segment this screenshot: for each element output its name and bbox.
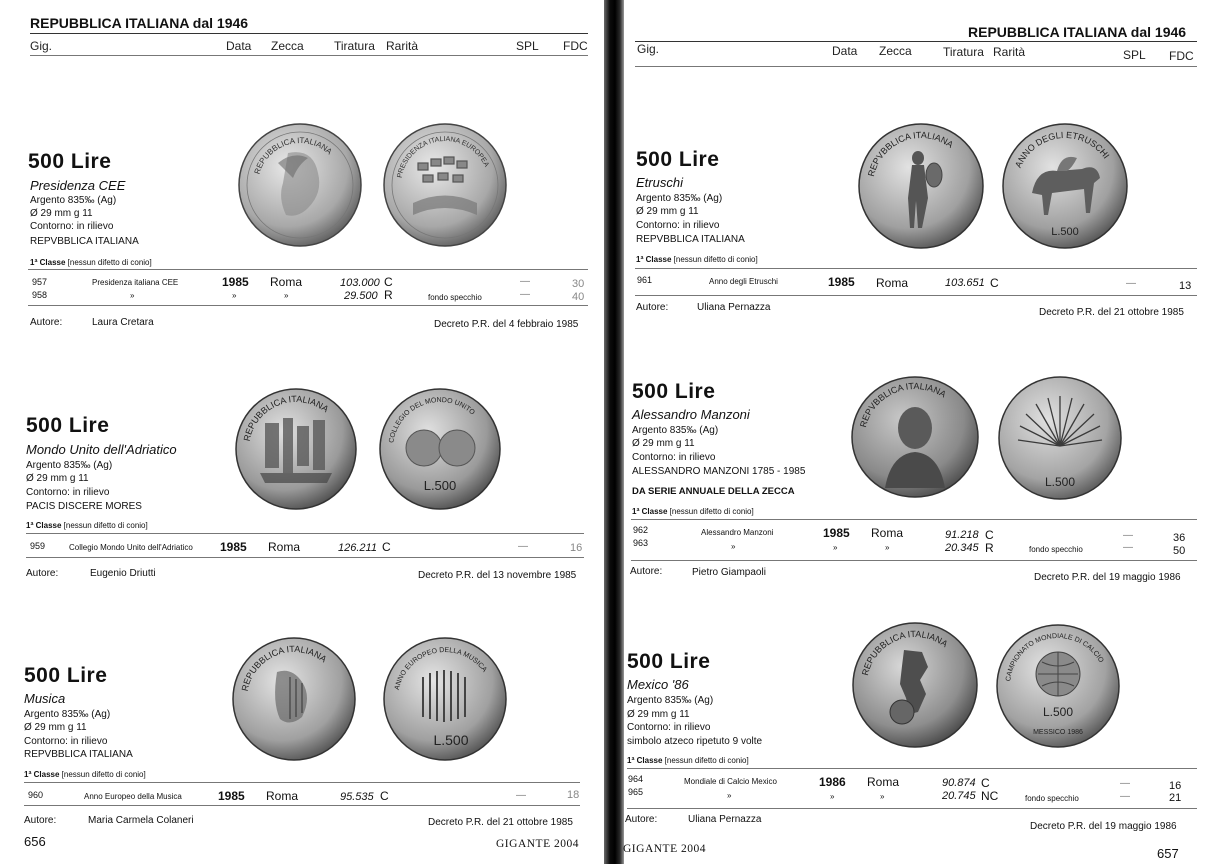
footer-brand: GIGANTE 2004 — [496, 838, 579, 850]
row-name: » — [731, 542, 736, 551]
row-name: » — [727, 791, 732, 800]
coin-obverse-presidenza-cee — [238, 123, 362, 247]
coin-value: L.500 — [1044, 475, 1076, 489]
coin-legend: REPUBBLICA ITALIANA — [859, 628, 950, 677]
decree: Decreto P.R. del 19 maggio 1986 — [1034, 572, 1181, 583]
row-rarity: R — [384, 288, 393, 302]
coin-legend: REPUBBLICA ITALIANA — [239, 643, 329, 693]
coin-title: Musica — [24, 691, 66, 706]
row-fdc: 16 — [570, 542, 583, 554]
row-fdc: 50 — [1173, 545, 1186, 557]
spec-edge: Contorno: in rilievo — [26, 487, 110, 498]
header-rule-top — [635, 41, 1197, 42]
denomination: 500 Lire — [627, 650, 711, 673]
table-rule — [635, 268, 1197, 269]
table-rule — [26, 533, 584, 534]
row-spl: — — [520, 289, 530, 300]
coin-obverse-manzoni — [851, 376, 979, 498]
col-zecca: Zecca — [879, 44, 912, 58]
coin-obverse-mondo-unito — [235, 388, 357, 510]
col-tiratura: Tiratura — [943, 45, 984, 59]
series-title: REPUBBLICA ITALIANA dal 1946 — [968, 24, 1187, 40]
row-date: 1985 — [220, 540, 247, 554]
row-spl: — — [520, 276, 530, 287]
col-data: Data — [226, 39, 252, 53]
row-note: fondo specchio — [428, 293, 482, 302]
coin-legend: ANNO DEGLI ETRUSCHI — [1013, 129, 1112, 170]
spec-metal: Argento 835‰ (Ag) — [26, 460, 113, 471]
row-fdc: 21 — [1169, 792, 1182, 804]
row-date: 1986 — [819, 775, 846, 789]
footer-brand: GIGANTE 2004 — [623, 843, 706, 855]
table-rule — [24, 782, 580, 783]
table-rule — [26, 557, 584, 558]
row-number: 961 — [637, 275, 653, 285]
decree: Decreto P.R. del 19 maggio 1986 — [1030, 821, 1177, 832]
row-spl: — — [1120, 791, 1130, 802]
spec-legend: REPVBBLICA ITALIANA — [30, 236, 139, 247]
coin-value: L.500 — [433, 732, 469, 748]
decree: Decreto P.R. del 13 novembre 1985 — [418, 570, 577, 581]
spec-edge: Contorno: in rilievo — [636, 220, 720, 231]
spec-size: Ø 29 mm g 11 — [636, 206, 699, 217]
classe-label: 1ª Classe [nessun difetto di conio] — [30, 258, 152, 267]
denomination: 500 Lire — [24, 664, 108, 687]
series-title: REPUBBLICA ITALIANA dal 1946 — [30, 15, 249, 31]
coin-value: L.500 — [1051, 226, 1079, 238]
col-fdc: FDC — [1169, 49, 1194, 63]
coin-value: L.500 — [1042, 705, 1074, 719]
row-rarity: NC — [981, 789, 999, 803]
spec-edge: Contorno: in rilievo — [632, 452, 716, 463]
row-note: fondo specchio — [1029, 545, 1083, 554]
row-tiratura: 29.500 — [344, 290, 378, 302]
table-rule — [631, 519, 1197, 520]
row-tiratura: 126.211 — [338, 542, 377, 554]
coin-title: Alessandro Manzoni — [632, 407, 750, 422]
row-spl: — — [518, 541, 528, 552]
row-rarity: C — [384, 275, 393, 289]
row-rarity: C — [981, 776, 990, 790]
col-spl: SPL — [1123, 48, 1146, 62]
coin-title: Mondo Unito dell'Adriatico — [26, 442, 177, 457]
row-date: » — [833, 543, 838, 552]
coin-reverse-etruschi — [1002, 123, 1128, 249]
row-name: Presidenza italiana CEE — [92, 278, 179, 287]
header-rule-bottom — [30, 55, 588, 56]
denomination: 500 Lire — [26, 414, 110, 437]
classe-label: 1ª Classe [nessun difetto di conio] — [632, 507, 754, 516]
row-spl: — — [1120, 778, 1130, 789]
header-rule-top — [30, 33, 588, 34]
header-rule-bottom — [635, 66, 1197, 67]
row-date: 1985 — [218, 789, 245, 803]
row-mint: Roma — [867, 775, 900, 789]
row-rarity: C — [380, 789, 389, 803]
row-note: fondo specchio — [1025, 794, 1079, 803]
row-fdc: 30 — [572, 278, 585, 290]
row-number: 960 — [28, 790, 44, 800]
row-name: » — [130, 291, 135, 300]
table-rule — [24, 805, 580, 806]
coin-legend-bottom: MESSICO 1986 — [1033, 729, 1083, 736]
coin-legend: PRESIDENZA ITALIANA EUROPEA — [396, 135, 490, 179]
spec-size: Ø 29 mm g 11 — [30, 208, 93, 219]
row-tiratura: 20.345 — [945, 542, 979, 554]
col-tiratura: Tiratura — [334, 39, 375, 53]
row-tiratura: 103.000 — [340, 277, 380, 289]
classe-label: 1ª Classe [nessun difetto di conio] — [627, 756, 749, 765]
row-mint: Roma — [266, 789, 299, 803]
row-tiratura: 103.651 — [945, 277, 985, 289]
spec-legend: REPVBBLICA ITALIANA — [636, 234, 745, 245]
coin-legend: REPVBBLICA ITALIANA — [865, 129, 956, 178]
coin-reverse-mexico-86 — [996, 624, 1120, 748]
row-fdc: 18 — [567, 789, 580, 801]
decree: Decreto P.R. del 21 ottobre 1985 — [1039, 307, 1184, 318]
spec-metal: Argento 835‰ (Ag) — [636, 193, 723, 204]
row-number: 959 — [30, 541, 46, 551]
coin-title: Mexico '86 — [627, 677, 689, 692]
decree: Decreto P.R. del 4 febbraio 1985 — [434, 319, 579, 330]
spec-legend: ALESSANDRO MANZONI 1785 - 1985 — [632, 466, 806, 477]
row-tiratura: 20.745 — [942, 790, 976, 802]
author-name: Pietro Giampaoli — [692, 567, 766, 578]
row-spl: — — [516, 790, 526, 801]
row-number: 963 — [633, 538, 649, 548]
coin-legend: COLLEGIO DEL MONDO UNITO — [388, 396, 476, 444]
row-tiratura: 95.535 — [340, 791, 374, 803]
row-rarity: C — [985, 528, 994, 542]
row-fdc: 40 — [572, 291, 585, 303]
row-number: 964 — [628, 774, 644, 784]
row-date: 1985 — [828, 275, 855, 289]
row-number: 958 — [32, 290, 48, 300]
col-fdc: FDC — [563, 39, 588, 53]
row-rarity: C — [990, 276, 999, 290]
row-tiratura: 90.874 — [942, 777, 976, 789]
row-name: Anno degli Etruschi — [709, 277, 778, 286]
coin-legend: REPUBBLICA ITALIANA — [252, 135, 334, 176]
row-mint: » — [284, 291, 289, 300]
spec-size: Ø 29 mm g 11 — [24, 722, 87, 733]
spec-size: Ø 29 mm g 11 — [627, 709, 690, 720]
coin-reverse-musica — [383, 637, 507, 761]
row-mint: Roma — [876, 276, 909, 290]
author-name: Maria Carmela Colaneri — [88, 815, 194, 826]
row-mint: » — [885, 543, 890, 552]
col-data: Data — [832, 44, 858, 58]
author-label: Autore: — [630, 566, 663, 577]
row-mint: » — [880, 792, 885, 801]
author-name: Eugenio Driutti — [90, 568, 156, 579]
classe-label: 1ª Classe [nessun difetto di conio] — [636, 255, 758, 264]
row-mint: Roma — [268, 540, 301, 554]
col-spl: SPL — [516, 39, 539, 53]
spec-metal: Argento 835‰ (Ag) — [632, 425, 719, 436]
coin-legend: ANNO EUROPEO DELLA MUSICA — [393, 646, 488, 691]
denomination: 500 Lire — [632, 380, 716, 403]
row-number: 965 — [628, 787, 644, 797]
row-name: Collegio Mondo Unito dell'Adriatico — [69, 543, 193, 552]
row-name: Mondiale di Calcio Mexico — [684, 777, 777, 786]
coin-value: L.500 — [423, 478, 457, 493]
author-name: Laura Cretara — [92, 317, 154, 328]
coin-obverse-mexico-86 — [852, 622, 978, 748]
spec-legend: simbolo atzeco ripetuto 9 volte — [627, 736, 763, 747]
row-name: Anno Europeo della Musica — [84, 792, 182, 801]
row-number: 962 — [633, 525, 649, 535]
spec-edge: Contorno: in rilievo — [30, 221, 114, 232]
table-rule — [28, 305, 588, 306]
row-date: » — [232, 291, 237, 300]
coin-obverse-musica — [232, 637, 356, 761]
spec-metal: Argento 835‰ (Ag) — [24, 709, 111, 720]
denomination: 500 Lire — [28, 150, 112, 173]
coin-legend: CAMPIONATO MONDIALE DI CALCIO — [1005, 632, 1105, 682]
spec-metal: Argento 835‰ (Ag) — [30, 195, 117, 206]
row-rarity: C — [382, 540, 391, 554]
col-rarita: Rarità — [993, 45, 1026, 59]
classe-label: 1ª Classe [nessun difetto di conio] — [26, 521, 148, 530]
decree: Decreto P.R. del 21 ottobre 1985 — [428, 817, 573, 828]
table-rule — [627, 768, 1197, 769]
author-label: Autore: — [30, 317, 63, 328]
coin-title: Etruschi — [636, 175, 683, 190]
coin-obverse-etruschi — [858, 123, 984, 249]
denomination: 500 Lire — [636, 148, 720, 171]
row-mint: Roma — [871, 526, 904, 540]
author-label: Autore: — [636, 302, 669, 313]
spec-size: Ø 29 mm g 11 — [632, 438, 695, 449]
col-gig: Gig. — [637, 42, 660, 56]
coin-reverse-presidenza-cee — [383, 123, 507, 247]
spec-size: Ø 29 mm g 11 — [26, 473, 89, 484]
author-label: Autore: — [26, 568, 59, 579]
table-rule — [631, 560, 1197, 561]
author-name: Uliana Pernazza — [697, 302, 771, 313]
row-rarity: R — [985, 541, 994, 555]
row-fdc: 36 — [1173, 532, 1186, 544]
col-rarita: Rarità — [386, 39, 419, 53]
coin-legend: REPVBBLICA ITALIANA — [858, 380, 948, 429]
row-spl: — — [1123, 542, 1133, 553]
author-label: Autore: — [625, 814, 658, 825]
spec-edge: Contorno: in rilievo — [24, 736, 108, 747]
row-spl: — — [1123, 530, 1133, 541]
row-fdc: 13 — [1179, 280, 1192, 292]
author-label: Autore: — [24, 815, 57, 826]
page-number: 657 — [1157, 846, 1179, 861]
classe-label: 1ª Classe [nessun difetto di conio] — [24, 770, 146, 779]
row-fdc: 16 — [1169, 780, 1182, 792]
coin-reverse-mondo-unito — [379, 388, 501, 510]
coin-title: Presidenza CEE — [30, 178, 126, 193]
row-name: Alessandro Manzoni — [701, 528, 774, 537]
row-number: 957 — [32, 277, 48, 287]
table-rule — [627, 808, 1197, 809]
spec-metal: Argento 835‰ (Ag) — [627, 695, 714, 706]
row-tiratura: 91.218 — [945, 529, 979, 541]
coin-reverse-manzoni — [998, 376, 1122, 500]
col-gig: Gig. — [30, 39, 53, 53]
spec-legend: REPVBBLICA ITALIANA — [24, 749, 133, 760]
table-rule — [28, 269, 588, 270]
row-mint: Roma — [270, 275, 303, 289]
row-date: 1985 — [222, 275, 249, 289]
coin-legend: REPUBBLICA ITALIANA — [241, 393, 331, 443]
page-number: 656 — [24, 834, 46, 849]
author-name: Uliana Pernazza — [688, 814, 762, 825]
row-spl: — — [1126, 278, 1136, 289]
spec-legend: PACIS DISCERE MORES — [26, 501, 142, 512]
table-rule — [635, 295, 1197, 296]
row-date: 1985 — [823, 526, 850, 540]
col-zecca: Zecca — [271, 39, 304, 53]
spec-edge: Contorno: in rilievo — [627, 722, 711, 733]
row-date: » — [830, 792, 835, 801]
serie-note: DA SERIE ANNUALE DELLA ZECCA — [632, 486, 795, 497]
